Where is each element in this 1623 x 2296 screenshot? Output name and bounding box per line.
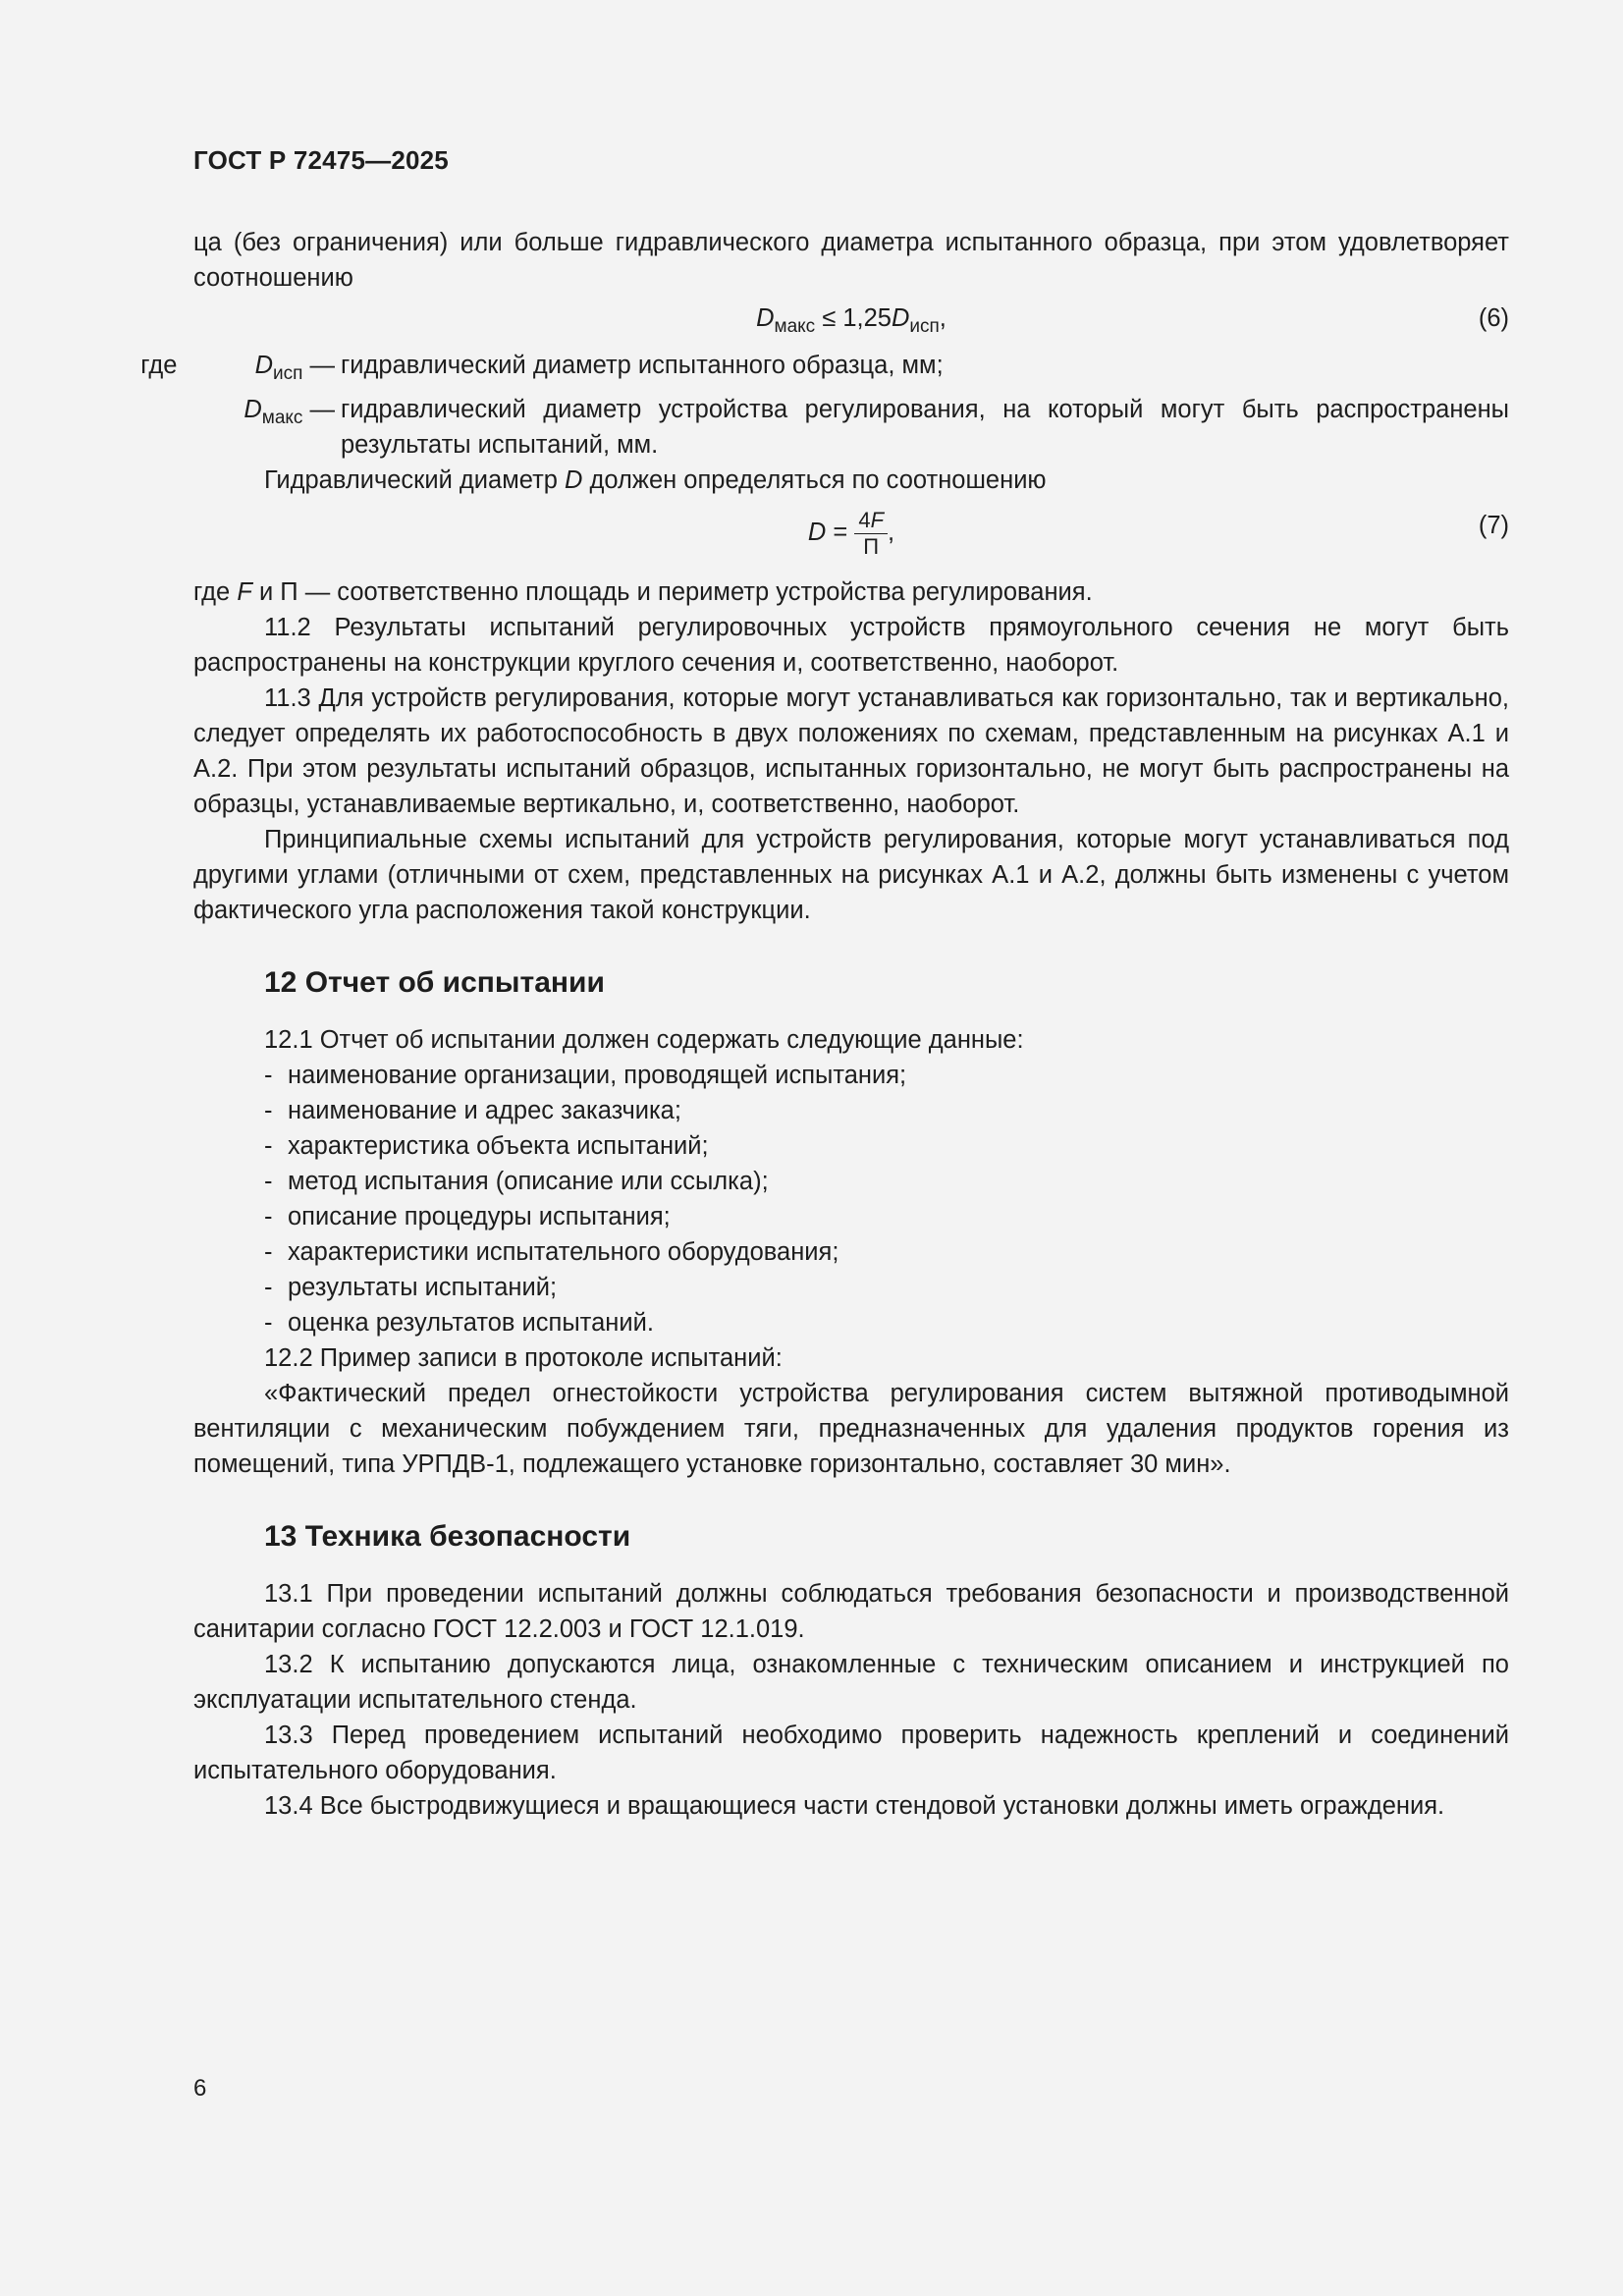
list-item: - результаты испытаний; [264,1274,558,1301]
paragraph-12-1: 12.1 Отчет об испытании должен содержать следующие данные: [264,1026,1024,1054]
paragraph-hydraulic-diameter: Гидравлический диаметр D должен определяться по соотношению [264,466,1047,494]
legend-symbol-d-maks: $D_{макс}$ — [243,396,335,428]
paragraph-11-3-note: Принципиальные схемы испытаний для устройств регулирования, которые могут устанавливаться под другими углами (отличными от схем, представленных на рисунках А.1 и А.2, должны быть изменены с учетом фактического угла расположения такой конструкции. [193,826,1509,924]
legend-where-word: где [140,352,185,379]
list-item: - оценка результатов испытаний. [264,1309,654,1337]
paragraph-13-2: 13.2 К испытанию допускаются лица, ознакомленные с техническим описанием и инструкцией по эксплуатации испытательного стенда. [193,1651,1509,1714]
paragraph-13-1: 13.1 При проведении испытаний должны соблюдаться требования безопасности и производственной санитарии согласно ГОСТ 12.2.003 и ГОСТ 12.1.019. [193,1580,1509,1643]
formula-7-number: (7) [1478,512,1509,539]
intro-continuation: ца (без ограничения) или больше гидравлического диаметра испытанного образца, при этом удовлетворяет соотношению [193,229,1509,292]
paragraph-11-2: 11.2 Результаты испытаний регулировочных устройств прямоугольного сечения не могут быть распространены на конструкции круглого сечения и, соответственно, наоборот. [193,614,1509,677]
formula-6-lhs-sub: макс [774,316,816,337]
formula-6 [193,301,1509,344]
formula-7-expression: D = $\frac{4F}{П}$ , [807,508,895,559]
paragraph-12-2: 12.2 Пример записи в протоколе испытаний: [264,1344,783,1372]
paragraph-13-4: 13.4 Все быстродвижущиеся и вращающиеся части стендовой установки должны иметь ограждения. [264,1792,1445,1820]
list-item: - характеристика объекта испытаний; [264,1132,709,1160]
page-number: 6 [193,2075,207,2102]
section-12-title: 12 Отчет об испытании [264,966,605,999]
paragraph-12-2-quote: «Фактический предел огнестойкости устройства регулирования систем вытяжной противодымной вентиляции с механическим побуждением тяги, предназначенных для удаления продуктов горения из помещений, типа УРПДВ-1, подлежащего установке горизонтально, составляет 30 мин». [193,1380,1509,1478]
list-item: - характеристики испытательного оборудования; [264,1238,839,1266]
legend-text-d-isp: гидравлический диаметр испытанного образца, мм; [341,352,944,379]
formula-7-legend: где F и П — соответственно площадь и периметр устройства регулирования. [193,578,1093,606]
formula-7 [193,502,1509,576]
formula-6-legend [140,348,1509,463]
main-content [140,0,1509,1824]
list-item: - метод испытания (описание или ссылка); [264,1168,769,1195]
formula-6-number: (6) [1478,304,1509,332]
formula-6-expression [193,301,1509,345]
paragraph-11-3: 11.3 Для устройств регулирования, которые могут устанавливаться как горизонтально, так и вертикально, следует определять их работоспособность в двух положениях по схемам, представленным на рисунках А.1 и А.2. При этом результаты испытаний образцов, испытанных горизонтально, не могут быть распространены на образцы, устанавливаемые вертикально, и, соответственно, наоборот. [193,684,1509,818]
formula-6-tail: , [939,304,947,332]
formula-6-rhs-sub: исп [909,316,940,337]
paragraph-13-3: 13.3 Перед проведением испытаний необходимо проверить надежность креплений и соединений испытательного оборудования. [193,1722,1509,1784]
formula-6-lhs-symbol: D [756,304,775,332]
formula-6-operator: ≤ 1,25 [815,304,892,332]
legend-text-d-maks: гидравлический диаметр устройства регулирования, на который могут быть распространены результаты испытаний, мм. [341,396,1509,459]
document-code-header: ГОСТ Р 72475—2025 [193,145,449,175]
legend-symbol-d-isp: где $D_{исп}$ — [140,352,335,384]
list-item: - описание процедуры испытания; [264,1203,671,1230]
formula-6-rhs-symbol: D [891,304,910,332]
list-item: - наименование и адрес заказчика; [264,1097,681,1124]
report-contents-list [193,1058,1509,1340]
section-13-title: 13 Техника безопасности [264,1520,631,1553]
list-item: - наименование организации, проводящей испытания; [264,1062,907,1089]
formula-7-fraction: $\frac{4F}{П}$ [854,508,888,560]
